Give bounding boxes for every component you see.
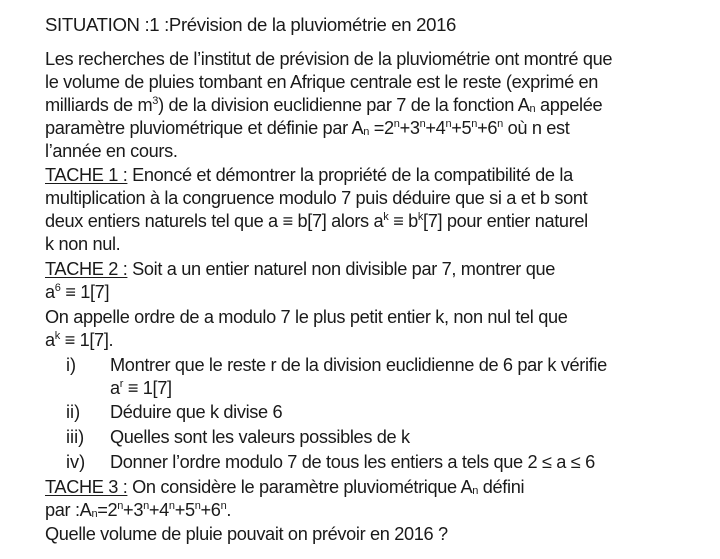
tache1-line-3: deux entiers naturels tel que a ≡ b[7] alors $a^k \equiv b^k[7]$ pour entier naturel — [45, 211, 588, 231]
tache2-label: TACHE 2 : — [45, 259, 128, 279]
tache1-line-1: TACHE 1 : Enoncé et démontrer la propriété de la compatibilité de la — [45, 165, 573, 185]
tache3-line-2: par $:A_n=2^n+3^n+4^n+5^n+6^n$. — [45, 500, 232, 520]
situation-text: Prévision de la pluviométrie en 2016 — [168, 14, 457, 35]
item-text: Montrer que le reste r de la division euclidienne de 6 par k vérifie — [110, 355, 607, 375]
intro-line-1: Les recherches de l’institut de prévision de la pluviométrie ont montré que — [45, 49, 613, 69]
item-text: Donner l’ordre modulo 7 de tous les entiers a tels que 2 ≤ a ≤ 6 — [110, 452, 595, 472]
item-number: i) — [66, 355, 77, 375]
intro-line-4: paramètre pluviométrique et définie par $A_n =2^n+3^n+4^n+5^n+6^n$ où n est — [45, 118, 570, 138]
tache3-line-3: Quelle volume de pluie pouvait on prévoir en 2016 ? — [45, 524, 448, 544]
item-number: iv) — [66, 452, 86, 472]
intro-line-5: l’année en cours. — [45, 141, 178, 161]
tache3-label: TACHE 3 : — [45, 477, 128, 497]
item-number: ii) — [66, 402, 81, 422]
tache1-label: TACHE 1 : — [45, 165, 128, 185]
tache1-line-4: k non nul. — [45, 234, 121, 254]
item-text: Déduire que k divise 6 — [110, 402, 283, 422]
tache3-line-1: TACHE 3 : On considère le paramètre pluviométrique $A_n$ défini — [45, 477, 525, 497]
tache2-line-3: On appelle ordre de a modulo 7 le plus petit entier k, non nul tel que — [45, 307, 568, 327]
tache1-line-2: multiplication à la congruence modulo 7 puis déduire que si a et b sont — [45, 188, 588, 208]
tache2-line-1: TACHE 2 : Soit a un entier naturel non divisible par 7, montrer que — [45, 259, 555, 279]
tache2-line-4: $a^k \equiv 1[7]$. — [45, 330, 114, 350]
item-number: iii) — [66, 427, 85, 447]
tache2-line-2: $a^6 \equiv 1[7]$ — [45, 282, 110, 302]
intro-line-2: le volume de pluies tombant en Afrique centrale est le reste (exprimé en — [45, 72, 599, 92]
situation-label: SITUATION :1 : — [45, 14, 169, 35]
intro-line-3: milliards de $m^3$) de la division euclidienne par 7 de la fonction $A_n$ appelée — [45, 95, 603, 115]
situation-title — [45, 14, 456, 36]
item-continuation: $a^r \equiv 1[7]$ — [110, 378, 172, 398]
item-text: Quelles sont les valeurs possibles de k — [110, 427, 410, 447]
